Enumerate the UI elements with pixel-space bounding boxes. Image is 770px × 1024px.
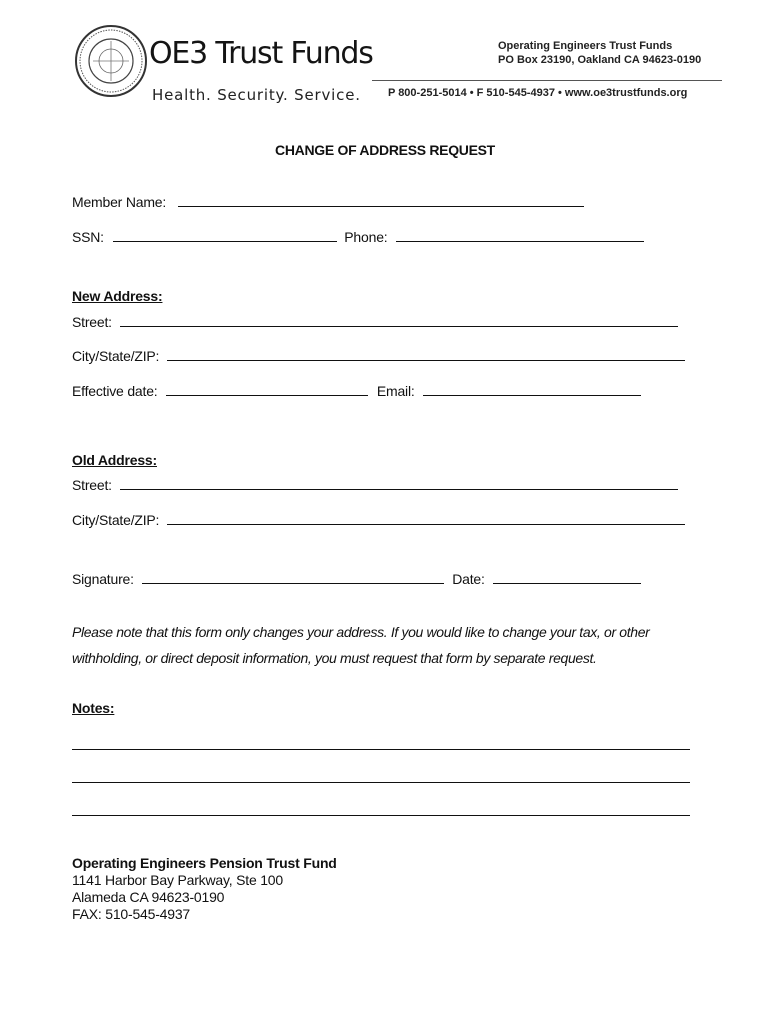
brand-name: OE3 Trust Funds [149, 36, 373, 71]
effective-date-field[interactable] [166, 383, 368, 396]
notes-heading: Notes: [72, 700, 115, 716]
form-title: CHANGE OF ADDRESS REQUEST [275, 142, 495, 158]
member-name-field[interactable] [178, 194, 584, 207]
signature-date-row [72, 571, 641, 587]
contact-line: P 800-251-5014 • F 510-545-4937 • www.oe3trustfunds.org [388, 87, 688, 99]
signature-field[interactable] [142, 571, 444, 584]
email-label: Email: [376, 383, 415, 399]
date-label: Date: [452, 571, 485, 587]
old-street-field[interactable] [120, 477, 678, 490]
date-field[interactable] [493, 571, 641, 584]
oe3-seal-logo [73, 24, 149, 98]
phone-field[interactable] [396, 229, 644, 242]
form-note-line-2: withholding, or direct deposit information, you must request that form by separate request. [72, 650, 597, 666]
org-address: PO Box 23190, Oakland CA 94623-0190 [498, 54, 702, 66]
footer-fund-name: Operating Engineers Pension Trust Fund [72, 855, 337, 871]
new-city-row [72, 348, 685, 364]
signature-label: Signature: [72, 571, 134, 587]
email-field[interactable] [423, 383, 641, 396]
ssn-label: SSN: [72, 229, 104, 245]
notes-line[interactable] [72, 815, 690, 816]
old-city-label: City/State/ZIP: [72, 512, 160, 528]
new-city-label: City/State/ZIP: [72, 348, 160, 364]
old-city-row [72, 512, 685, 528]
effective-email-row [72, 383, 641, 399]
footer-fax: FAX: 510-545-4937 [72, 906, 191, 922]
ssn-phone-row [72, 229, 644, 245]
new-address-heading: New Address: [72, 288, 163, 304]
old-city-field[interactable] [167, 512, 685, 525]
brand-tagline: Health. Security. Service. [152, 86, 361, 104]
ssn-field[interactable] [113, 229, 337, 242]
new-street-row [72, 314, 678, 330]
old-street-row [72, 477, 678, 493]
notes-line[interactable] [72, 782, 690, 783]
footer-city: Alameda CA 94623-0190 [72, 889, 225, 905]
effective-date-label: Effective date: [72, 383, 158, 399]
member-name-row [72, 194, 584, 210]
phone-label: Phone: [344, 229, 388, 245]
notes-line[interactable] [72, 749, 690, 750]
footer-street: 1141 Harbor Bay Parkway, Ste 100 [72, 872, 283, 888]
org-name: Operating Engineers Trust Funds [498, 40, 673, 52]
new-street-field[interactable] [120, 314, 678, 327]
old-street-label: Street: [72, 477, 112, 493]
new-city-field[interactable] [167, 348, 685, 361]
form-note-line-1: Please note that this form only changes your address. If you would like to change your tax, or other [72, 624, 650, 640]
member-name-label: Member Name: [72, 194, 167, 210]
new-street-label: Street: [72, 314, 112, 330]
old-address-heading: Old Address: [72, 452, 157, 468]
header-divider [372, 80, 722, 81]
